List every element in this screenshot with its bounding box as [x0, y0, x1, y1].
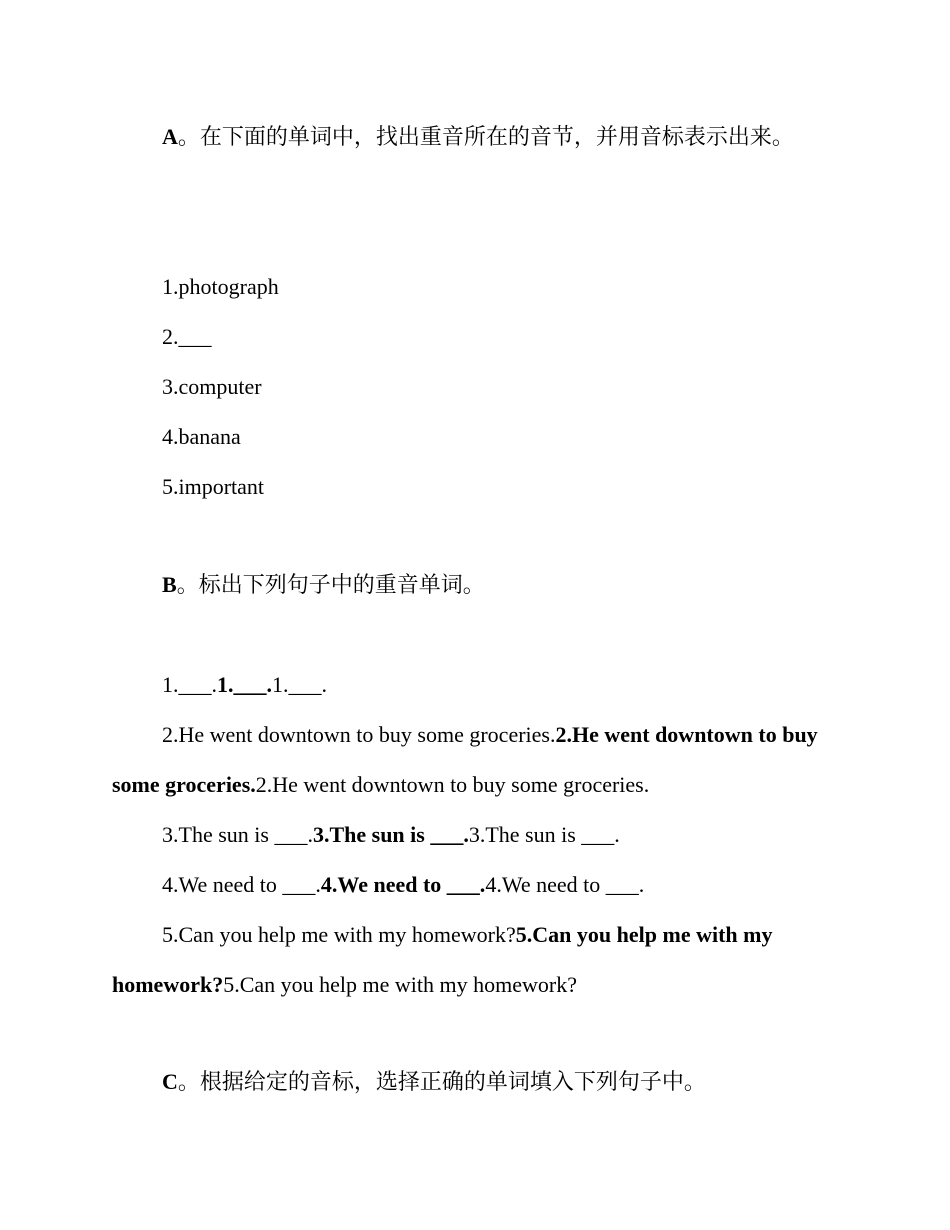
sentence-plain: 5.Can you help me with my homework?: [162, 922, 516, 947]
word-item: 3.computer: [162, 374, 262, 399]
section-a-letter: A: [162, 124, 178, 149]
section-b-heading: [112, 560, 832, 610]
sentence-bold: 1.___.: [217, 672, 272, 697]
sentence-item: [112, 910, 832, 1010]
sentence-bold: 3.The sun is ___.: [312, 822, 469, 847]
section-b: [112, 560, 832, 610]
section-b-instruction: 。标出下列句子中的重音单词。: [176, 572, 485, 597]
section-c-instruction: 。根据给定的音标，选择正确的单词填入下列句子中。: [177, 1069, 706, 1094]
section-c: [112, 1057, 832, 1107]
sentence-item: [112, 860, 832, 910]
section-c-letter: C: [162, 1069, 178, 1094]
section-a-instruction: 。在下面的单词中，找出重音所在的音节，并用音标表示出来。: [177, 124, 794, 149]
sentence-plain: 5.Can you help me with my homework?: [223, 972, 577, 997]
section-a: [112, 112, 832, 162]
section-a-word-list: [112, 262, 832, 512]
sentence-item: [112, 710, 832, 810]
word-item: 1.photograph: [162, 274, 279, 299]
sentence-item: [112, 660, 832, 710]
section-b-sentence-list: [112, 660, 832, 1010]
section-c-heading: [112, 1057, 832, 1107]
sentence-bold: 2.He went downtown to buy some groceries.: [112, 722, 818, 797]
sentence-bold: 5.Can you help me with my homework?: [112, 922, 773, 997]
sentence-plain: 1.___.: [272, 672, 327, 697]
sentence-plain: 4.We need to ___.: [162, 872, 321, 897]
word-item: 2.___: [162, 324, 212, 349]
sentence-bold: 4.We need to ___.: [320, 872, 486, 897]
sentence-plain: 4.We need to ___.: [485, 872, 645, 897]
sentence-plain: 1.___.: [162, 672, 217, 697]
sentence-plain: 2.He went downtown to buy some groceries.: [162, 722, 556, 747]
sentence-item: [112, 810, 832, 860]
section-a-heading: [112, 112, 832, 162]
sentence-plain: 3.The sun is ___.: [468, 822, 620, 847]
word-item: 5.important: [162, 474, 265, 499]
sentence-plain: 3.The sun is ___.: [162, 822, 313, 847]
section-b-letter: B: [162, 572, 177, 597]
sentence-plain: 2.He went downtown to buy some groceries.: [255, 772, 650, 797]
word-item: 4.banana: [162, 424, 241, 449]
